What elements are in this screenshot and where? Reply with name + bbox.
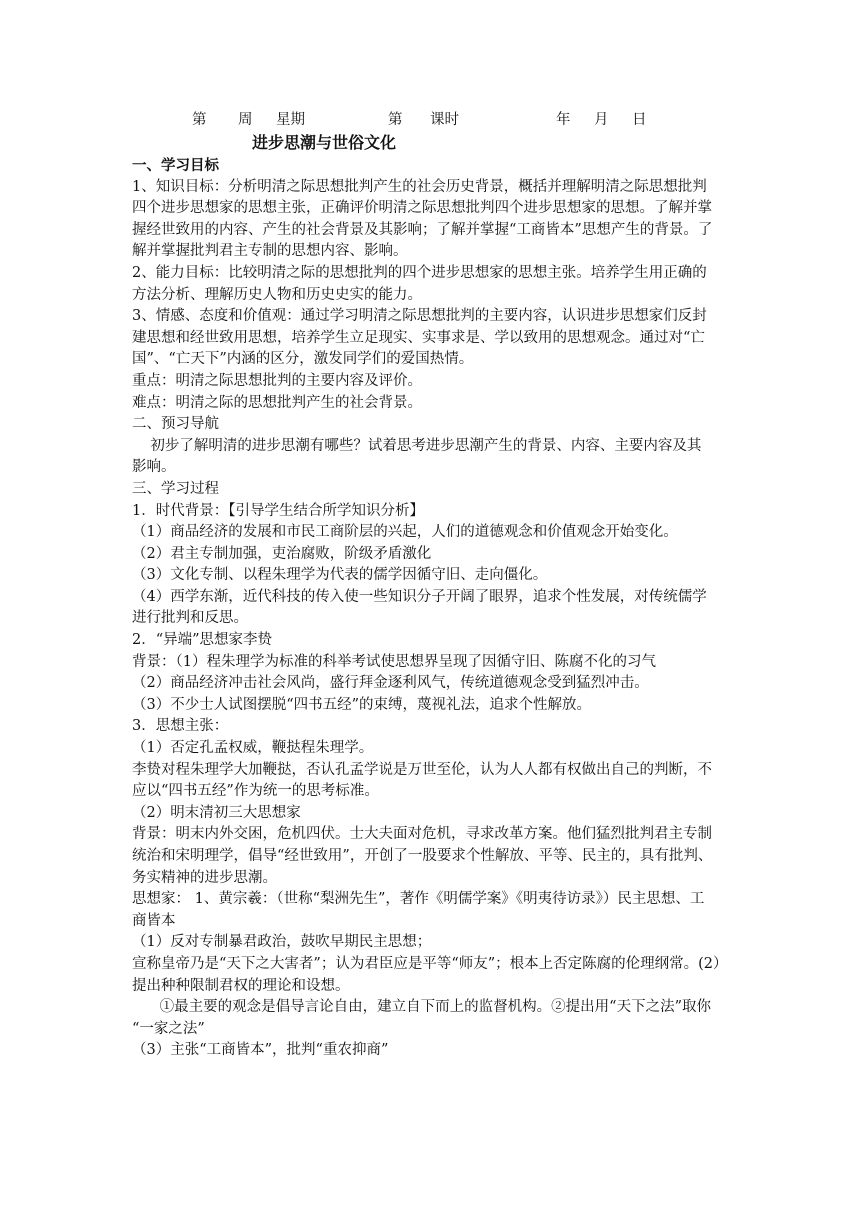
paragraph-line: （3）主张“工商皆本”，批判“重农抑商” xyxy=(132,1042,389,1059)
paragraph-line: 1、知识目标：分析明清之际思想批判产生的社会历史背景，概括并理解明清之际思想批判 xyxy=(132,178,707,195)
weekday-label: 星期 xyxy=(276,112,305,128)
paragraph-line: 提出种种限制君权的理论和设想。 xyxy=(132,977,350,994)
paragraph-line: 商皆本 xyxy=(132,912,176,929)
paragraph-line: 解并掌握批判君主专制的思想内容、影响。 xyxy=(132,243,408,260)
paragraph-line: （1）反对专制暴君政治，鼓吹早期民主思想； xyxy=(132,934,432,951)
paragraph-line: 重点：明清之际思想批判的主要内容及评价。 xyxy=(132,372,422,389)
paragraph-line: （1）否定孔孟权威，鞭挞程朱理学。 xyxy=(132,740,374,757)
paragraph-line: 握经世致用的内容、产生的社会背景及其影响；了解并掌握“工商皆本”思想产生的背景。了 xyxy=(132,221,713,238)
section-heading-objectives: 一、学习目标 xyxy=(132,157,219,174)
paragraph-line: 3．思想主张： xyxy=(132,718,229,735)
paragraph-line: 思想家： 1、黄宗羲：（世称“梨洲先生”，著作《明儒学案》《明夷待访录》）民主思想、工 xyxy=(132,891,705,908)
paragraph-line: （3）文化专制、以程朱理学为代表的儒学因循守旧、走向僵化。 xyxy=(132,567,548,584)
paragraph-line: 初步了解明清的进步思潮有哪些？试着思考进步思潮产生的背景、内容、主要内容及其 xyxy=(132,437,702,454)
paragraph-line: ①最主要的观念是倡导言论自由，建立自下而上的监督机构。②提出用“天下之法”取你 xyxy=(132,999,711,1016)
week-label-prefix: 第 xyxy=(192,112,207,128)
paragraph-line: 影响。 xyxy=(132,459,176,476)
document-title: 进步思潮与世俗文化 xyxy=(252,133,397,152)
period-label-suffix: 课时 xyxy=(430,112,459,128)
paragraph-line: 1．时代背景：【引导学生结合所学知识分析】 xyxy=(132,502,424,519)
paragraph-line: 宣称皇帝乃是“天下之大害者”；认为君臣应是平等“师友”；根本上否定陈腐的伦理纲常。(2） xyxy=(132,955,728,972)
paragraph-line: （4）西学东渐，近代科技的传入使一些知识分子开阔了眼界，追求个性发展，对传统儒学 xyxy=(132,588,707,605)
paragraph-line: 3、情感、态度和价值观：通过学习明清之际思想批判的主要内容，认识进步思想家们反封 xyxy=(132,308,707,325)
paragraph-line: 四个进步思想家的思想主张，正确评价明清之际思想批判四个进步思想家的思想。了解并掌 xyxy=(132,200,712,217)
paragraph-line: （2）明末清初三大思想家 xyxy=(132,804,301,821)
paragraph-line: 背景：（1）程朱理学为标准的科举考试使思想界呈现了因循守旧、陈腐不化的习气 xyxy=(132,653,656,670)
paragraph-line: 2、能力目标：比较明清之际的思想批判的四个进步思想家的思想主张。培养学生用正确的 xyxy=(132,264,707,281)
paragraph-line: （3）不少士人试图摆脱“四书五经”的束缚，蔑视礼法，追求个性解放。 xyxy=(132,696,592,713)
paragraph-line: 2．“异端”思想家李贽 xyxy=(132,632,273,649)
paragraph-line: “一家之法” xyxy=(132,1020,205,1037)
paragraph-line: （2）商品经济冲击社会风尚，盛行拜金逐利风气，传统道德观念受到猛烈冲击。 xyxy=(132,675,649,692)
paragraph-line: 进行批判和反思。 xyxy=(132,610,248,627)
paragraph-line: 务实精神的进步思潮。 xyxy=(132,869,277,886)
document-body xyxy=(132,155,732,1062)
paragraph-line: 建思想和经世致用思想，培养学生立足现实、实事求是、学以致用的思想观念。通过对“亡 xyxy=(132,329,705,346)
paragraph-line: （2）君主专制加强，吏治腐败，阶级矛盾激化 xyxy=(132,545,432,562)
section-heading-process: 三、学习过程 xyxy=(132,480,219,497)
paragraph-line: 李贽对程朱理学大加鞭挞，否认孔孟学说是万世至伦，认为人人都有权做出自己的判断，不 xyxy=(132,761,712,778)
paragraph-line: 应以“四书五经”作为统一的思考标准。 xyxy=(132,783,379,800)
day-label: 日 xyxy=(632,112,647,128)
paragraph-line: 背景：明末内外交困，危机四伏。士大夫面对危机，寻求改革方案。他们猛烈批判君主专制 xyxy=(132,826,712,843)
year-label: 年 xyxy=(556,112,571,128)
paragraph-line: 国”、“亡天下”内涵的区分，激发同学们的爱国热情。 xyxy=(132,351,474,368)
paragraph-line: 统治和宋明理学，倡导“经世致用”，开创了一股要求个性解放、平等、民主的，具有批判、 xyxy=(132,848,713,864)
month-label: 月 xyxy=(594,112,609,128)
period-label-prefix: 第 xyxy=(388,112,403,128)
paragraph-line: 方法分析、理解历史人物和历史史实的能力。 xyxy=(132,286,422,303)
lesson-header xyxy=(0,109,860,131)
week-label-suffix: 周 xyxy=(238,112,253,128)
paragraph-line: （1）商品经济的发展和市民工商阶层的兴起，人们的道德观念和价值观念开始变化。 xyxy=(132,524,678,541)
section-heading-preview: 二、预习导航 xyxy=(132,416,219,433)
paragraph-line: 难点：明清之际的思想批判产生的社会背景。 xyxy=(132,394,422,411)
